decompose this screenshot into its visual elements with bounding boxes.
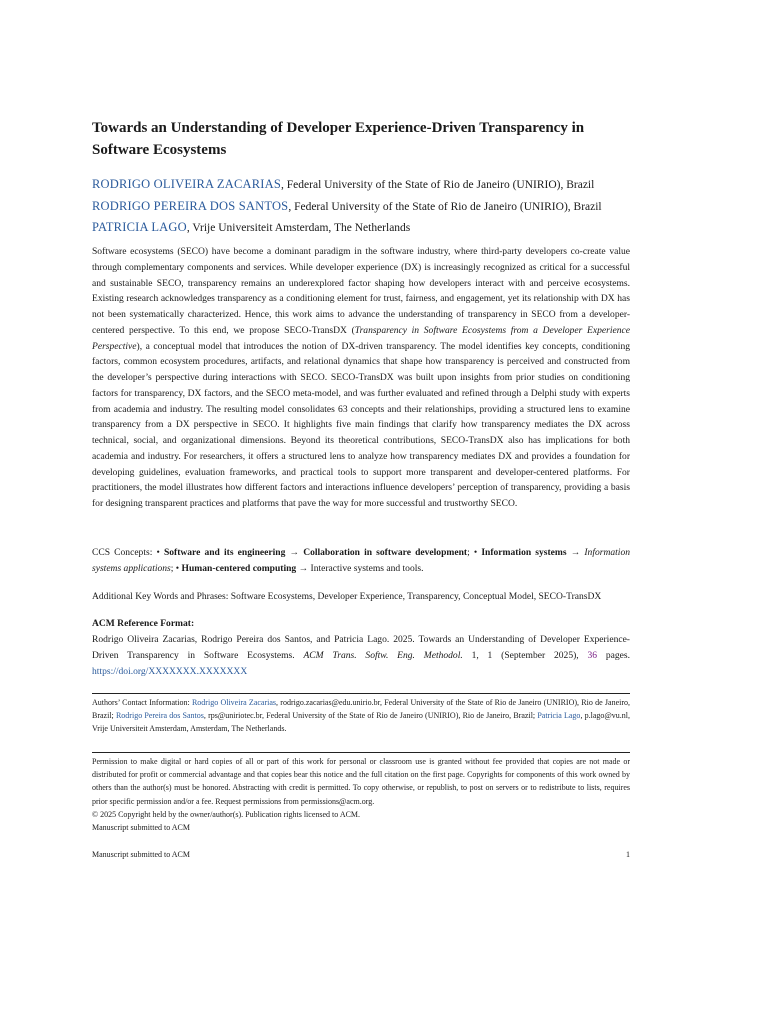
contact-label: Authors’ Contact Information: bbox=[92, 698, 192, 707]
contact-author-link[interactable]: Rodrigo Pereira dos Santos bbox=[115, 711, 204, 721]
divider bbox=[92, 752, 630, 753]
reference-format bbox=[92, 632, 630, 679]
author-affiliation: , Vrije Universiteit Amsterdam, The Netherlands bbox=[186, 222, 411, 234]
footer-submission-note: Manuscript submitted to ACM bbox=[92, 850, 190, 859]
ccs-arrow: → bbox=[566, 547, 585, 558]
ccs-label: CCS Concepts: • bbox=[92, 547, 164, 558]
author-contact-info bbox=[92, 696, 630, 736]
ccs-concept: Information systems bbox=[481, 547, 567, 558]
ccs-separator: ; • bbox=[170, 562, 182, 574]
contact-author-link[interactable]: Patricia Lago bbox=[537, 711, 581, 721]
author-entry bbox=[92, 174, 630, 196]
keywords: Additional Key Words and Phrases: Software Ecosystems, Developer Experience, Transparency, Conceptual Model, SECO-TransDX bbox=[92, 591, 602, 602]
reference-pages-link[interactable]: 36 bbox=[587, 649, 598, 661]
doi-link[interactable]: https://doi.org/XXXXXXX.XXXXXXX bbox=[92, 665, 248, 677]
ccs-concepts bbox=[92, 545, 630, 577]
author-name-link[interactable]: RODRIGO OLIVEIRA ZACARIAS bbox=[92, 177, 282, 191]
ccs-concept: Collaboration in software development bbox=[303, 547, 468, 558]
author-list bbox=[92, 174, 630, 239]
author-entry bbox=[92, 217, 630, 239]
ccs-concept: Interactive systems and tools. bbox=[310, 562, 424, 574]
abstract-italic-text: Transparency in Software Ecosystems from a Developer Experience Perspective bbox=[92, 324, 630, 352]
abstract bbox=[92, 244, 630, 512]
reference-text: pages. bbox=[597, 649, 631, 661]
contact-author-link[interactable]: Rodrigo Oliveira Zacarias bbox=[191, 698, 277, 707]
author-name-link[interactable]: PATRICIA LAGO bbox=[92, 220, 187, 234]
ccs-arrow: → bbox=[285, 547, 304, 558]
divider bbox=[92, 693, 630, 694]
author-name-link[interactable]: RODRIGO PEREIRA DOS SANTOS bbox=[92, 198, 289, 213]
author-affiliation: , Federal University of the State of Rio de Janeiro (UNIRIO), Brazil bbox=[281, 179, 595, 191]
contact-details: , p.lago@vu.nl, Vrije Universiteit Amsterdam, Amsterdam, The Netherlands. bbox=[92, 711, 630, 734]
abstract-text: ), a conceptual model that introduces the notion of DX-driven transparency. The model identifies key concepts, conditioning factors, common ecosystem procedures, artifacts, and relational dynamics that shape how transparency is perceived and constructed from the developer’s perspective during interactions with SECO. SECO-TransDX was built upon insights from prior studies on conditioning factors for transparency, DX factors, and the SECO meta-model, and was further evaluated and refined through a Delphi study with experts from academia and industry. The resulting model consolidates 63 concepts and their relationships, providing a structured lens to examine transparency from a DX perspective in SECO. It highlights five main findings that clarify how transparency mediates the DX across technical, social, and organizational dimensions. Beyond its theoretical contributions, SECO-TransDX also has implications for both academia and industry. For researchers, it offers a structured lens to analyze how transparency mediates DX and provides a foundation for developing guidelines, evaluation frameworks, and practical tools to support more transparent and developer-centered platforms. For practitioners, the model illustrates how different factors and interactions influence developers’ perception of transparency, providing a basis for designing transparent practices and platforms that pave the way for more successful and trustworthy SECO. bbox=[92, 340, 630, 509]
paper-title: Towards an Understanding of Developer Experience-Driven Transparency in Software Ecosystems bbox=[92, 120, 585, 158]
ccs-concept: Human-centered computing bbox=[181, 562, 297, 574]
permission-notice: Permission to make digital or hard copies of all or part of this work for personal or classroom use is granted without fee provided that copies are not made or distributed for profit or commercial advantage and that copies bear this notice and the full citation on the first page. Copyrights for components of this work owned by others than the author(s) must be honored. Abstracting with credit is permitted. To copy otherwise, or republish, to post on servers or to redistribute to lists, requires prior specific permission and/or a fee. Request permissions from permissions@acm.org. bbox=[92, 757, 630, 806]
ccs-concept: Software and its engineering bbox=[163, 547, 286, 558]
reference-heading: ACM Reference Format: bbox=[92, 618, 195, 629]
abstract-text: Software ecosystems (SECO) have become a dominant paradigm in the software industry, where third-party developers co-create value through complementary components and services. While developer experience (DX) is increasingly recognized as critical for a successful and sustainable SECO, transparency remains an underexplored factor shaping how developers interact with and perceive ecosystems. Existing research acknowledges transparency as a conditioning element for trust, fairness, and engagement, yet its relationship with DX has not been systematically characterized. Hence, this work aims to advance the understanding of transparency in SECO from a developer-centered perspective. To this end, we propose SECO-TransDX ( bbox=[92, 246, 630, 336]
ccs-arrow: → bbox=[296, 562, 311, 574]
contact-details: , rodrigo.zacarias@edu.unirio.br, Federal University of the State of Rio de Janeiro (UNIRIO), Rio de Janeiro, Brazil; bbox=[92, 698, 631, 721]
page-number: 1 bbox=[626, 850, 630, 859]
submission-note: Manuscript submitted to ACM bbox=[92, 823, 190, 832]
author-affiliation: , Federal University of the State of Rio de Janeiro (UNIRIO), Brazil bbox=[288, 200, 602, 213]
contact-details: , rps@uniriotec.br, Federal University of the State of Rio de Janeiro (UNIRIO), Rio de Janeiro, Brazil; bbox=[203, 711, 538, 721]
author-entry bbox=[92, 196, 630, 218]
reference-text: Rodrigo Oliveira Zacarias, Rodrigo Pereira dos Santos, and Patricia Lago. 2025. Towards an Understanding of Developer Experience-Driven Transparency in Software Ecosystems. bbox=[92, 634, 630, 661]
reference-journal: ACM Trans. Softw. Eng. Methodol. bbox=[303, 649, 463, 661]
ccs-separator: ; • bbox=[467, 547, 482, 558]
reference-text: 1, 1 (September 2025), bbox=[462, 649, 588, 661]
ccs-concept: Information systems applications bbox=[92, 547, 630, 574]
copyright-notice: © 2025 Copyright held by the owner/author(s). Publication rights licensed to ACM. bbox=[92, 810, 361, 819]
